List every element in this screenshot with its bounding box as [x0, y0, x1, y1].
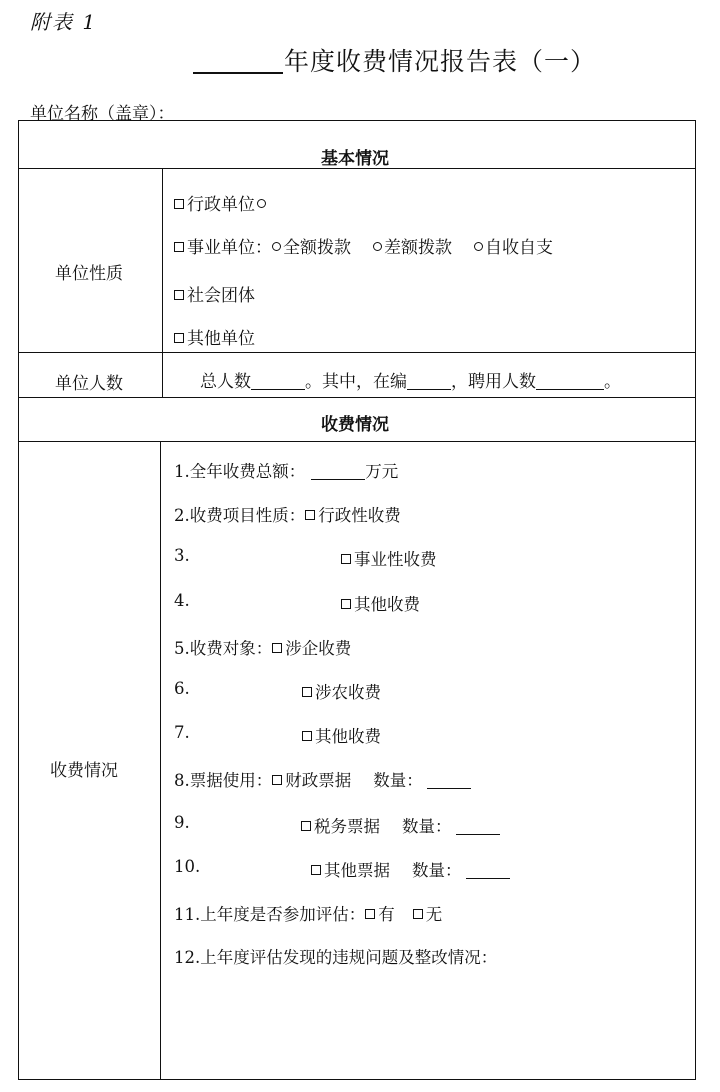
quantity-label: 数量：	[412, 861, 462, 880]
total-staff-text: 总人数	[200, 372, 251, 392]
row-divider	[18, 397, 696, 398]
fee-item-4-number: 4.	[174, 591, 190, 610]
basic-info-heading: 基本情况	[321, 149, 389, 169]
fee-item-3-number: 3.	[174, 546, 190, 565]
checkbox[interactable]	[174, 333, 184, 343]
item-text: 8.票据使用：	[174, 771, 273, 790]
checkbox[interactable]	[341, 554, 351, 564]
option-label: 社会团体	[187, 286, 255, 306]
fee-item-1	[174, 458, 398, 482]
fee-item-9-number: 9.	[174, 813, 190, 832]
unit-nature-label: 单位性质	[55, 264, 123, 284]
end-text: 。	[604, 372, 621, 392]
checkbox[interactable]	[413, 909, 423, 919]
radio-circle[interactable]	[373, 242, 382, 251]
fee-item-11	[174, 901, 442, 925]
option-label: 行政性收费	[318, 506, 401, 525]
staff-count-line	[200, 367, 621, 392]
fee-item-2	[174, 502, 401, 526]
option-label: 财政票据	[285, 771, 352, 790]
option-other-unit[interactable]	[174, 324, 255, 349]
option-label: 其他收费	[354, 595, 420, 614]
item-unit: 万元	[365, 462, 399, 481]
option-label: 其他票据	[324, 861, 390, 880]
fee-item-5	[174, 635, 351, 659]
option-label: 事业单位：	[187, 238, 272, 258]
hired-text: ，聘用人数	[451, 372, 536, 392]
option-label: 行政单位	[187, 195, 255, 215]
fee-item-10-number: 10.	[174, 857, 201, 876]
item-text: 11.上年度是否参加评估：	[174, 905, 366, 924]
sub-option-self-funded: 自收自支	[485, 238, 553, 258]
unit-name-label: 单位名称（盖章）：	[30, 104, 175, 124]
item-text: 5.收费对象：	[174, 639, 273, 658]
checkbox[interactable]	[305, 510, 315, 520]
checkbox[interactable]	[302, 687, 312, 697]
radio-circle[interactable]	[257, 199, 266, 208]
checkbox[interactable]	[341, 599, 351, 609]
checkbox[interactable]	[272, 643, 282, 653]
fee-item-3-option[interactable]	[341, 546, 437, 570]
on-staff-blank[interactable]	[407, 375, 451, 390]
fee-item-7-number: 7.	[174, 723, 190, 742]
option-institution[interactable]	[174, 233, 553, 258]
checkbox[interactable]	[311, 865, 321, 875]
item-text: 1.全年收费总额：	[174, 462, 306, 481]
radio-circle[interactable]	[474, 242, 483, 251]
column-divider	[162, 168, 163, 397]
checkbox[interactable]	[174, 199, 184, 209]
sub-option-full-funding: 全额拨款	[283, 238, 351, 258]
option-label: 其他单位	[187, 329, 255, 349]
quantity-blank[interactable]	[427, 774, 471, 789]
fee-item-8	[174, 767, 471, 791]
row-divider	[18, 441, 696, 442]
attachment-label: 附表 1	[30, 10, 98, 34]
fee-info-heading: 收费情况	[321, 415, 389, 435]
column-divider	[160, 441, 161, 1080]
quantity-blank[interactable]	[456, 820, 500, 835]
checkbox[interactable]	[302, 731, 312, 741]
fee-item-10-option	[311, 857, 510, 881]
option-label: 涉农收费	[315, 683, 381, 702]
quantity-label: 数量：	[402, 817, 452, 836]
sub-option-partial-funding: 差额拨款	[384, 238, 452, 258]
option-admin-unit[interactable]	[174, 190, 268, 215]
hired-count-blank[interactable]	[536, 375, 604, 390]
checkbox[interactable]	[272, 775, 282, 785]
checkbox[interactable]	[174, 242, 184, 252]
option-social-org[interactable]	[174, 281, 255, 306]
checkbox[interactable]	[365, 909, 375, 919]
option-label: 其他收费	[315, 727, 381, 746]
radio-circle[interactable]	[272, 242, 281, 251]
fee-item-6-option[interactable]	[302, 679, 381, 703]
option-label: 有	[378, 905, 395, 924]
option-label: 税务票据	[314, 817, 380, 836]
fee-item-12: 12.上年度评估发现的违规问题及整改情况：	[174, 948, 498, 967]
rectification-notes-area[interactable]	[174, 975, 679, 1070]
page-title: 年度收费情况报告表（一）	[284, 47, 597, 76]
fee-item-4-option[interactable]	[341, 591, 420, 615]
fee-item-7-option[interactable]	[302, 723, 381, 747]
year-fill-blank[interactable]	[193, 72, 283, 74]
total-fee-blank[interactable]	[311, 465, 365, 480]
fee-item-6-number: 6.	[174, 679, 190, 698]
option-label: 事业性收费	[354, 550, 437, 569]
row-divider	[18, 352, 696, 353]
fee-item-9-option	[301, 813, 500, 837]
option-label: 无	[425, 905, 443, 924]
staff-count-label: 单位人数	[55, 374, 123, 394]
total-staff-blank[interactable]	[251, 375, 305, 390]
checkbox[interactable]	[174, 290, 184, 300]
fee-info-row-label: 收费情况	[50, 761, 118, 781]
among-text: 。其中，在编	[305, 372, 407, 392]
checkbox[interactable]	[301, 821, 311, 831]
item-text: 2.收费项目性质：	[174, 506, 306, 525]
option-label: 涉企收费	[285, 639, 352, 658]
quantity-blank[interactable]	[466, 864, 510, 879]
quantity-label: 数量：	[373, 771, 423, 790]
